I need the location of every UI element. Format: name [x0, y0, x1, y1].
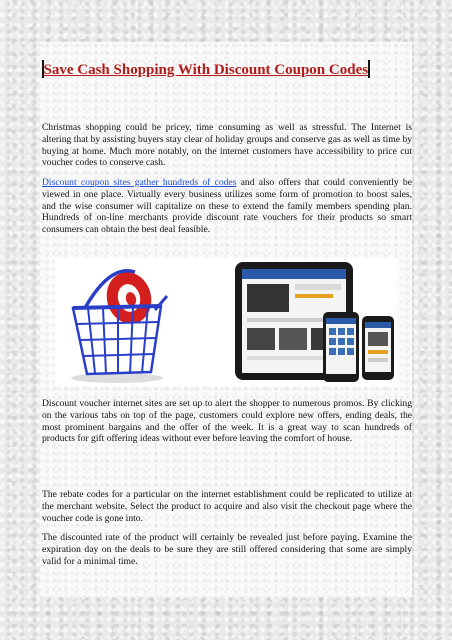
devices-icon [235, 262, 394, 382]
shopping-basket-icon [71, 267, 167, 383]
hero-image [55, 258, 397, 386]
coupon-sites-link[interactable]: Discount coupon sites gather hundreds of codes [42, 177, 237, 188]
title-text: Save Cash Shopping With Discount Coupon Codes [43, 62, 369, 78]
paragraph-2-text: and also offers that could conveniently be viewed in one place. Virtually every business utilizes some form of promotion to boost sales, and the wise consumer will capitalize on these to extend the family members spending plan. Hundreds of on-line merchants provide discount rate vouchers for their products so smart consumers can obtain the best deal feasible. [42, 177, 412, 236]
paragraph-3: Discount voucher internet sites are set up to alert the shopper to numerous promos. By clicking on the various tabs on top of the page, customers could explore new offers, ending deals, the most prominent bargains and the offer of the week. It is a great way to scan hundreds of products for gift offering ideas without ever before leaving the comfort of house. [42, 398, 412, 445]
paragraph-2 [42, 177, 412, 236]
paragraph-1: Christmas shopping could be pricey, time consuming as well as stressful. The Internet is altering that by assisting buyers stay clear of holiday groups and conserve gas as well as time by buying at home. Much more notably, on the internet customers have accessibility to price cut voucher codes to conserve cash. [42, 122, 412, 169]
paragraph-5: The discounted rate of the product will certainly be revealed just before paying. Examine the expiration day on the deals to be sure they are still offered considering that some are simply valid for a minimal time. [42, 532, 412, 567]
hero-image-graphic [55, 258, 397, 386]
paragraph-4: The rebate codes for a particular on the internet establishment could be replicated to utilize at the merchant website. Select the product to acquire and also visit the checkout page where the voucher code is gone into. [42, 489, 412, 524]
document-title [42, 60, 412, 79]
title-right-bar [368, 60, 370, 78]
